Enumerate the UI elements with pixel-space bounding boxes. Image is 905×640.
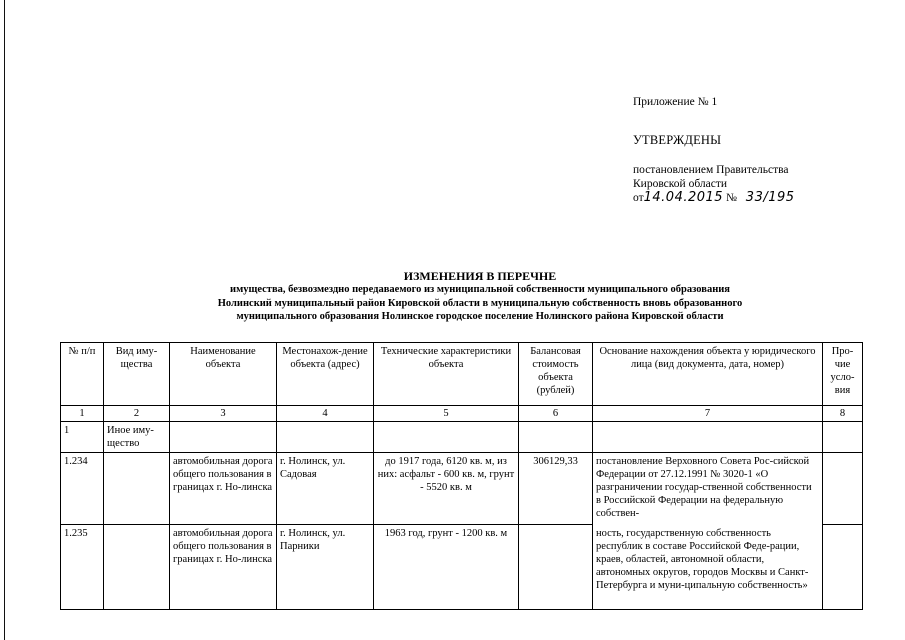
object-tech: до 1917 года, 6120 кв. м, из них: асфальт - 600 кв. м, грунт - 5520 кв. м: [374, 453, 519, 525]
title-line-1: имущества, безвозмездно передаваемого из муниципальной собственности муниципального образования: [230, 284, 730, 296]
title-line-2: Нолинский муниципальный район Кировской области в муниципальную собственность вновь образованного: [217, 297, 743, 309]
table-header-row: [61, 343, 863, 406]
object-tech: 1963 год, грунт - 1200 кв. м: [374, 525, 519, 610]
col-number: 3: [170, 406, 277, 422]
object-name: автомобильная дорога общего пользования в границах г. Но-линска: [170, 453, 277, 525]
header-number: № п/п: [61, 343, 104, 406]
table-row: [61, 453, 863, 525]
number-label: №: [725, 192, 737, 204]
approval-date-line: [633, 191, 795, 205]
col-number: 7: [593, 406, 823, 422]
header-other: Про-чие усло-вия: [823, 343, 863, 406]
title-line-3: муниципального образования Нолинское городское поселение Нолинского района Кировской области: [236, 310, 724, 322]
header-location: Местонахож-дение объекта (адрес): [277, 343, 374, 406]
appendix-label: Приложение № 1: [633, 96, 718, 108]
col-number: 1: [61, 406, 104, 422]
header-object-name: Наименование объекта: [170, 343, 277, 406]
group-number: 1: [61, 422, 104, 453]
header-technical: Технические характеристики объекта: [374, 343, 519, 406]
object-address: г. Нолинск, ул. Парники: [277, 525, 374, 610]
header-basis: Основание нахождения объекта у юридического лица (вид документа, дата, номер): [593, 343, 823, 406]
col-number: 5: [374, 406, 519, 422]
handwritten-number: 33/195: [745, 190, 795, 205]
approved-label: УТВЕРЖДЕНЫ: [633, 133, 722, 147]
col-number: 4: [277, 406, 374, 422]
title-main: ИЗМЕНЕНИЯ В ПЕРЕЧНЕ: [403, 269, 557, 283]
document-title: [100, 270, 860, 323]
object-address: г. Нолинск, ул. Садовая: [277, 453, 374, 525]
object-name: автомобильная дорога общего пользования в границах г. Но-линска: [170, 525, 277, 610]
group-row: [61, 422, 863, 453]
header-property-type: Вид иму-щества: [104, 343, 170, 406]
approval-block: [633, 95, 795, 205]
column-number-row: [61, 406, 863, 422]
object-value: [519, 525, 593, 610]
property-table: [60, 342, 863, 610]
handwritten-date: 14.04.2015: [643, 190, 724, 205]
approval-line-2: Кировской области: [633, 178, 728, 190]
object-basis: постановление Верховного Совета Рос-сийской Федерации от 27.12.1991 № 3020-1 «О разграничении государ-ственной собственности в Российской Федерации на федеральную собствен-: [593, 453, 823, 525]
header-balance-value: Балансовая стоимость объекта (рублей): [519, 343, 593, 406]
page-left-edge: [4, 0, 5, 640]
group-kind: Иное иму-щество: [104, 422, 170, 453]
table-row: [61, 525, 863, 610]
object-basis-continued: ность, государственную собственность республик в составе Российской Феде-рации, краев, областей, автономной области, автономных округов, городов Москвы и Санкт- Петербурга и муни-ципальную собственность»: [593, 525, 823, 610]
col-number: 2: [104, 406, 170, 422]
row-number: 1.235: [61, 525, 104, 610]
col-number: 8: [823, 406, 863, 422]
approval-line-1: постановлением Правительства: [633, 164, 789, 176]
date-prefix: от: [633, 192, 644, 204]
object-value: 306129,33: [519, 453, 593, 525]
row-number: 1.234: [61, 453, 104, 525]
col-number: 6: [519, 406, 593, 422]
